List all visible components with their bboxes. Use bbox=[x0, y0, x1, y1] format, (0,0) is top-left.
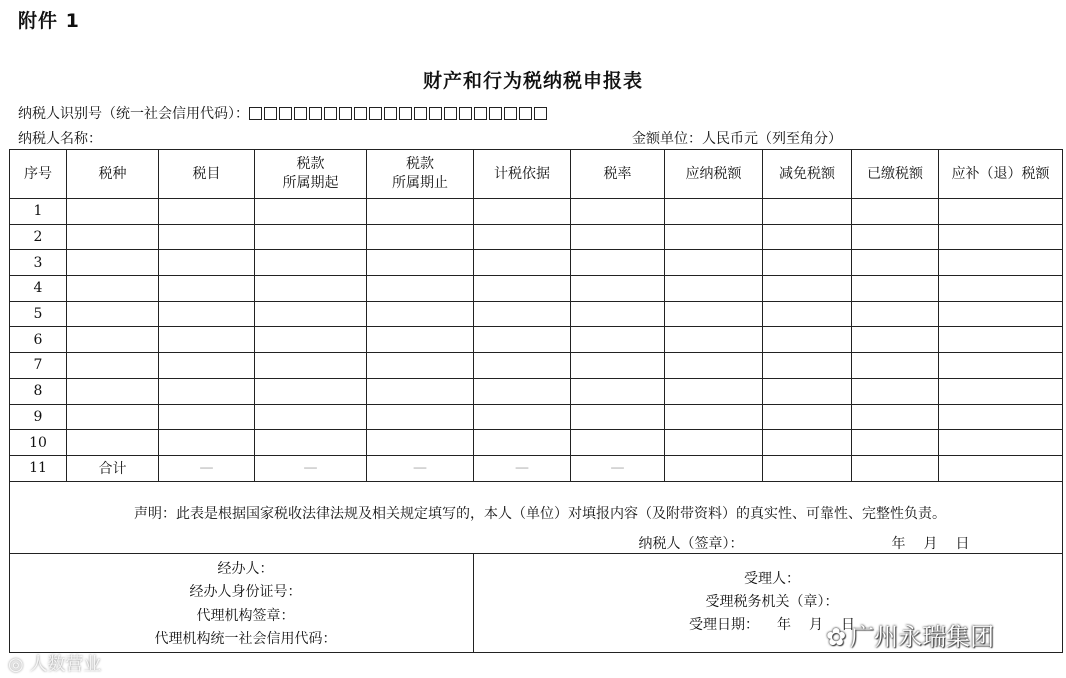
id-digit-box[interactable] bbox=[369, 107, 382, 120]
total-cell[interactable] bbox=[939, 455, 1063, 481]
row-seq: 5 bbox=[10, 301, 67, 327]
table-cell[interactable] bbox=[474, 224, 571, 250]
id-digit-box[interactable] bbox=[264, 107, 277, 120]
header-tax-basis: 计税依据 bbox=[474, 150, 571, 199]
table-cell[interactable] bbox=[852, 301, 939, 327]
id-digit-box[interactable] bbox=[324, 107, 337, 120]
table-cell[interactable] bbox=[159, 378, 255, 404]
table-cell[interactable] bbox=[763, 378, 852, 404]
table-cell[interactable] bbox=[852, 404, 939, 430]
handler-label: 经办人： bbox=[217, 560, 274, 577]
table-cell[interactable] bbox=[367, 430, 474, 456]
table-cell[interactable] bbox=[665, 430, 763, 456]
id-digit-box[interactable] bbox=[294, 107, 307, 120]
total-dash: — bbox=[474, 455, 571, 481]
header-seq: 序号 bbox=[10, 150, 67, 199]
form-title: 财产和行为税纳税申报表 bbox=[422, 70, 643, 92]
table-row bbox=[10, 250, 1063, 276]
table-cell[interactable] bbox=[571, 276, 665, 302]
year-label: 年 bbox=[891, 535, 906, 552]
table-cell[interactable] bbox=[665, 199, 763, 225]
table-cell[interactable] bbox=[665, 276, 763, 302]
table-cell[interactable] bbox=[255, 224, 367, 250]
table-cell[interactable] bbox=[763, 353, 852, 379]
table-cell[interactable] bbox=[367, 378, 474, 404]
table-cell[interactable] bbox=[665, 353, 763, 379]
receiver-label: 受理人： bbox=[744, 570, 800, 587]
id-digit-box[interactable] bbox=[534, 107, 547, 120]
id-digit-box[interactable] bbox=[309, 107, 322, 120]
table-cell[interactable] bbox=[852, 199, 939, 225]
header-tax-relief: 减免税额 bbox=[763, 150, 852, 199]
table-cell[interactable] bbox=[67, 430, 159, 456]
table-cell[interactable] bbox=[571, 327, 665, 353]
table-cell[interactable] bbox=[665, 404, 763, 430]
table-cell[interactable] bbox=[571, 199, 665, 225]
table-cell[interactable] bbox=[159, 224, 255, 250]
table-cell[interactable] bbox=[367, 353, 474, 379]
table-cell[interactable] bbox=[255, 353, 367, 379]
table-row bbox=[10, 301, 1063, 327]
total-cell[interactable] bbox=[763, 455, 852, 481]
table-cell[interactable] bbox=[763, 199, 852, 225]
table-cell[interactable] bbox=[665, 327, 763, 353]
table-cell[interactable] bbox=[474, 327, 571, 353]
handler-id-label: 经办人身份证号： bbox=[189, 584, 302, 601]
header-tax-paid: 已缴税额 bbox=[852, 150, 939, 199]
table-cell[interactable] bbox=[852, 353, 939, 379]
declaration-signature-line bbox=[10, 523, 1062, 553]
watermark bbox=[826, 617, 994, 652]
total-cell[interactable] bbox=[665, 455, 763, 481]
declaration-text: 声明：此表是根据国家税收法律法规及相关规定填写的，本人（单位）对填报内容（及附带资料）的真实性、可靠性、完整性负责。 bbox=[134, 505, 946, 522]
day-label: 日 bbox=[955, 535, 970, 552]
table-cell[interactable] bbox=[852, 378, 939, 404]
table-cell[interactable] bbox=[571, 301, 665, 327]
table-cell[interactable] bbox=[852, 430, 939, 456]
header-tax-rate: 税率 bbox=[571, 150, 665, 199]
total-cell[interactable] bbox=[852, 455, 939, 481]
table-cell[interactable] bbox=[763, 404, 852, 430]
table-cell[interactable] bbox=[67, 404, 159, 430]
agency-code-label: 代理机构统一社会信用代码： bbox=[154, 631, 337, 648]
table-cell[interactable] bbox=[763, 250, 852, 276]
row-seq: 7 bbox=[10, 353, 67, 379]
table-cell[interactable] bbox=[474, 250, 571, 276]
table-cell[interactable] bbox=[255, 404, 367, 430]
table-cell[interactable] bbox=[665, 301, 763, 327]
table-row bbox=[10, 430, 1063, 456]
taxpayer-name-label: 纳税人名称： bbox=[18, 131, 102, 147]
header-row bbox=[10, 150, 1063, 199]
table-cell[interactable] bbox=[255, 327, 367, 353]
table-cell[interactable] bbox=[255, 276, 367, 302]
tax-office-label: 受理税务机关（章）： bbox=[705, 593, 839, 610]
table-cell[interactable] bbox=[852, 327, 939, 353]
table-cell[interactable] bbox=[367, 199, 474, 225]
table-row bbox=[10, 378, 1063, 404]
table-cell[interactable] bbox=[939, 276, 1063, 302]
row-seq: 4 bbox=[10, 276, 67, 302]
id-digit-box[interactable] bbox=[414, 107, 427, 120]
total-row bbox=[10, 455, 1063, 481]
taxpayer-id-label: 纳税人识别号（统一社会信用代码）： bbox=[18, 106, 249, 122]
declaration-cell bbox=[10, 481, 1063, 553]
camera-icon: ◎ bbox=[8, 654, 30, 675]
table-cell[interactable] bbox=[367, 327, 474, 353]
taxpayer-id-line bbox=[18, 103, 549, 124]
table-cell[interactable] bbox=[159, 353, 255, 379]
total-dash: — bbox=[367, 455, 474, 481]
table-cell[interactable] bbox=[474, 430, 571, 456]
table-cell[interactable] bbox=[367, 404, 474, 430]
table-cell[interactable] bbox=[159, 301, 255, 327]
id-digit-box[interactable] bbox=[444, 107, 457, 120]
header-period-end: 税款 所属期止 bbox=[367, 150, 474, 199]
declaration-table bbox=[9, 149, 1063, 653]
header-period-start: 税款 所属期起 bbox=[255, 150, 367, 199]
table-cell[interactable] bbox=[67, 301, 159, 327]
table-cell[interactable] bbox=[67, 276, 159, 302]
receipt-date-line: 受理日期： 年 月 日 bbox=[689, 616, 855, 633]
table-cell[interactable] bbox=[852, 224, 939, 250]
table-cell[interactable] bbox=[939, 353, 1063, 379]
table-cell[interactable] bbox=[367, 301, 474, 327]
id-digit-box[interactable] bbox=[459, 107, 472, 120]
table-cell[interactable] bbox=[159, 430, 255, 456]
row-seq: 3 bbox=[10, 250, 67, 276]
header-tax-item: 税目 bbox=[159, 150, 255, 199]
table-row bbox=[10, 353, 1063, 379]
table-cell[interactable] bbox=[939, 301, 1063, 327]
row-seq: 10 bbox=[10, 430, 67, 456]
id-digit-box[interactable] bbox=[279, 107, 292, 120]
table-cell[interactable] bbox=[939, 378, 1063, 404]
header-tax-due-refund: 应补（退）税额 bbox=[939, 150, 1063, 199]
total-dash: — bbox=[255, 455, 367, 481]
table-cell[interactable] bbox=[571, 430, 665, 456]
table-cell[interactable] bbox=[367, 276, 474, 302]
agency-seal-label: 代理机构签章： bbox=[196, 607, 295, 624]
month-label: 月 bbox=[923, 535, 938, 552]
table-cell[interactable] bbox=[474, 199, 571, 225]
table-cell[interactable] bbox=[67, 353, 159, 379]
header-tax-type: 税种 bbox=[67, 150, 159, 199]
table-cell[interactable] bbox=[159, 327, 255, 353]
id-digit-box[interactable] bbox=[474, 107, 487, 120]
table-cell[interactable] bbox=[571, 224, 665, 250]
table-cell[interactable] bbox=[939, 199, 1063, 225]
table-row bbox=[10, 276, 1063, 302]
total-dash: — bbox=[159, 455, 255, 481]
row-seq: 1 bbox=[10, 199, 67, 225]
footer-left-cell bbox=[10, 553, 474, 652]
table-cell[interactable] bbox=[939, 224, 1063, 250]
table-cell[interactable] bbox=[571, 378, 665, 404]
table-cell[interactable] bbox=[474, 301, 571, 327]
table-cell[interactable] bbox=[159, 199, 255, 225]
table-cell[interactable] bbox=[474, 378, 571, 404]
id-digit-box[interactable] bbox=[339, 107, 352, 120]
table-cell[interactable] bbox=[367, 224, 474, 250]
table-cell[interactable] bbox=[665, 378, 763, 404]
table-cell[interactable] bbox=[159, 276, 255, 302]
table-cell[interactable] bbox=[67, 224, 159, 250]
id-digit-box[interactable] bbox=[249, 107, 262, 120]
table-cell[interactable] bbox=[255, 199, 367, 225]
table-cell[interactable] bbox=[67, 250, 159, 276]
row-seq: 8 bbox=[10, 378, 67, 404]
receipt-date-label: 受理日期： bbox=[689, 616, 759, 633]
table-cell[interactable] bbox=[159, 250, 255, 276]
table-cell[interactable] bbox=[852, 276, 939, 302]
watermark-text: 广州永瑞集团 bbox=[850, 623, 995, 651]
table-cell[interactable] bbox=[763, 430, 852, 456]
amount-unit-label: 金额单位：人民币元（列至角分） bbox=[632, 131, 842, 147]
wechat-icon: ✿ bbox=[826, 623, 847, 651]
declaration-row bbox=[10, 481, 1063, 553]
taxpayer-id-boxes bbox=[249, 107, 549, 124]
table-cell[interactable] bbox=[255, 430, 367, 456]
table-row bbox=[10, 199, 1063, 225]
total-label: 合计 bbox=[67, 455, 159, 481]
table-cell[interactable] bbox=[665, 224, 763, 250]
id-digit-box[interactable] bbox=[399, 107, 412, 120]
id-digit-box[interactable] bbox=[429, 107, 442, 120]
table-row bbox=[10, 224, 1063, 250]
table-cell[interactable] bbox=[852, 250, 939, 276]
table-cell[interactable] bbox=[67, 199, 159, 225]
table-cell[interactable] bbox=[474, 276, 571, 302]
table-cell[interactable] bbox=[939, 327, 1063, 353]
table-cell[interactable] bbox=[255, 301, 367, 327]
table-cell[interactable] bbox=[763, 224, 852, 250]
row-seq: 9 bbox=[10, 404, 67, 430]
source-credit: ◎ 人数营业 bbox=[8, 654, 102, 675]
table-row bbox=[10, 327, 1063, 353]
table-row bbox=[10, 404, 1063, 430]
table-cell[interactable] bbox=[255, 250, 367, 276]
header-tax-payable: 应纳税额 bbox=[665, 150, 763, 199]
row-seq: 6 bbox=[10, 327, 67, 353]
table-cell[interactable] bbox=[159, 404, 255, 430]
row-seq: 2 bbox=[10, 224, 67, 250]
annex-label: 附件 1 bbox=[18, 10, 80, 32]
id-digit-box[interactable] bbox=[354, 107, 367, 120]
table-cell[interactable] bbox=[763, 276, 852, 302]
table-cell[interactable] bbox=[67, 327, 159, 353]
id-digit-box[interactable] bbox=[504, 107, 517, 120]
table-cell[interactable] bbox=[255, 378, 367, 404]
table-cell[interactable] bbox=[763, 327, 852, 353]
id-digit-box[interactable] bbox=[519, 107, 532, 120]
table-cell[interactable] bbox=[571, 250, 665, 276]
total-dash: — bbox=[571, 455, 665, 481]
table-cell[interactable] bbox=[474, 353, 571, 379]
table-cell[interactable] bbox=[939, 404, 1063, 430]
id-digit-box[interactable] bbox=[489, 107, 502, 120]
table-cell[interactable] bbox=[367, 250, 474, 276]
table-cell[interactable] bbox=[763, 301, 852, 327]
table-cell[interactable] bbox=[939, 430, 1063, 456]
table-cell[interactable] bbox=[67, 378, 159, 404]
table-cell[interactable] bbox=[571, 353, 665, 379]
total-seq: 11 bbox=[10, 455, 67, 481]
table-cell[interactable] bbox=[665, 250, 763, 276]
table-cell[interactable] bbox=[939, 250, 1063, 276]
signer-label: 纳税人（签章）： bbox=[638, 535, 744, 552]
id-digit-box[interactable] bbox=[384, 107, 397, 120]
table-cell[interactable] bbox=[474, 404, 571, 430]
table-cell[interactable] bbox=[571, 404, 665, 430]
